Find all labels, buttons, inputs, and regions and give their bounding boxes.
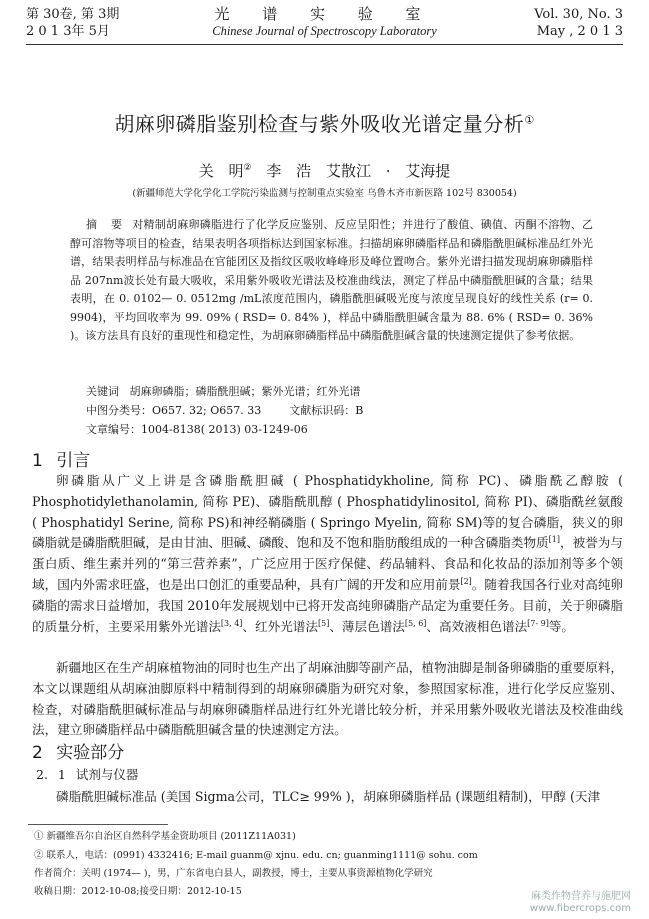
header-rule bbox=[26, 44, 623, 45]
keywords-label: 关键词 bbox=[86, 385, 119, 398]
issue-info-en bbox=[534, 6, 623, 40]
watermark bbox=[530, 891, 631, 915]
author-3: 艾散江 · 艾海提 bbox=[325, 162, 451, 180]
section-2-heading: 2 实验部分 bbox=[32, 743, 125, 763]
intro-p1-part-e: 、薄层色谱法 bbox=[329, 618, 405, 634]
paper-title bbox=[0, 108, 649, 137]
volume-issue-cn: 第 30卷, 第 3期 bbox=[26, 7, 120, 22]
intro-p1-part-c: 。随着我国各行业对高纯卵磷脂的需求日益增加，我国 2010年发展规划中已将开发高纯卵磷脂产品定为重要任务。目前，关于卵磷脂的质量分析，主要采用紫外光谱法 bbox=[32, 576, 624, 634]
date-cn: 2 0 1 3年 5月 bbox=[26, 24, 110, 39]
intro-p1-part-a: 卵磷脂从广义上讲是含磷脂酰胆碱 ( Phosphatidykholine, 简称 PC)、磷脂酰乙醇胺 ( Phosphotidylethanolamin, 简称 PE)、磷脂酰肌醇 ( Phosphatidylinositol, 简称 PI)、磷脂酰丝氨酸 ( Phosphatidyl Serine, 简称 PS)和神经鞘磷脂 ( Springo Myelin, 简称 SM)等的复合磷脂，狭义的卵磷脂就是磷脂酰胆碱，是由甘油、胆碱、磷酸、饱和及不饱和脂肪酸组成的一种含磷脂类物质 bbox=[32, 473, 623, 551]
document-code: 文献标识码：B bbox=[289, 404, 364, 417]
date-en: May , 2 0 1 3 bbox=[536, 24, 623, 39]
author-2: 李 浩 bbox=[266, 162, 312, 180]
journal-name-cn: 光 谱 实 验 室 bbox=[214, 5, 435, 23]
clc-number: 中图分类号：O657. 32; O657. 33 bbox=[86, 404, 262, 417]
keywords-text: 胡麻卵磷脂；磷脂酰胆碱；紫外光谱；红外光谱 bbox=[129, 385, 361, 398]
watermark-site-name: 麻类作物营养与施肥网 bbox=[531, 891, 631, 902]
footnote-rule bbox=[28, 824, 168, 825]
materials-paragraph: 磷脂酰胆碱标准品 (美国 Sigma公司，TLC≥ 99% )，胡麻卵磷脂样品 (课题组精制)，甲醇 (天津 bbox=[56, 789, 601, 804]
footnote-author-bio: 作者简介：关明 (1974— )，男，广东省电白县人，副教授，博士，主要从事资源植物化学研究 bbox=[34, 868, 433, 879]
classification bbox=[86, 402, 609, 439]
abstract-label: 摘 要 bbox=[86, 218, 123, 231]
affiliation: (新疆师范大学化学化工学院污染监测与控制重点实验室 乌鲁木齐市新医路 102号 830054) bbox=[132, 188, 517, 199]
footnote-contact: ② 联系人，电话：(0991) 4332416; E-mail guanm@ xjnu. edu. cn; guanming1111@ sohu. com bbox=[34, 850, 478, 861]
volume-issue-en: Vol. 30, No. 3 bbox=[534, 7, 623, 22]
journal-header bbox=[26, 6, 623, 44]
section-1-heading: 1 引言 bbox=[32, 451, 91, 471]
footnote-dates: 收稿日期：2012-10-08;接受日期：2012-10-15 bbox=[34, 886, 242, 897]
journal-name bbox=[176, 6, 473, 40]
citation-3: [3, 4] bbox=[220, 618, 243, 628]
intro-p1-part-f: 、高效液相色谱法 bbox=[426, 618, 528, 634]
citation-2: [2] bbox=[460, 576, 472, 586]
title-footnote-mark: ① bbox=[524, 113, 535, 127]
paper-title-text: 胡麻卵磷脂鉴别检查与紫外吸收光谱定量分析 bbox=[114, 112, 525, 136]
journal-name-en: Chinese Journal of Spectroscopy Laboratory bbox=[212, 24, 437, 38]
intro-p1-part-d: 、红外光谱法 bbox=[242, 618, 318, 634]
author-list bbox=[0, 160, 649, 181]
author-1-note: ② bbox=[243, 163, 252, 173]
issue-info bbox=[26, 6, 119, 40]
abstract bbox=[70, 216, 593, 346]
intro-p1-part-g: 等。 bbox=[548, 618, 575, 634]
keywords bbox=[86, 383, 593, 402]
footnote-funding: ① 新疆维吾尔自治区自然科学基金资助项目 (2011Z11A031) bbox=[34, 831, 296, 842]
citation-4: [5] bbox=[317, 618, 330, 628]
author-1: 关 明 bbox=[198, 162, 244, 180]
article-number: 文章编号：1004-8138( 2013) 03-1249-06 bbox=[86, 422, 308, 436]
intro-paragraph-2: 新疆地区在生产胡麻植物油的同时也生产出了胡麻油脚等副产品，植物油脚是制备卵磷脂的重要原料，本文以课题组从胡麻油脚原料中精制得到的胡麻卵磷脂为研究对象，参照国家标准，进行化学反应鉴别、检查，对磷脂酰胆碱标准品与胡麻卵磷脂样品进行红外光谱比较分析，并采用紫外吸收光谱法及校准曲线法，建立卵磷脂样品中磷脂酰胆碱含量的快速测定方法。 bbox=[32, 660, 623, 738]
citation-5: [5, 6] bbox=[404, 618, 427, 628]
citation-1: [1] bbox=[548, 535, 560, 545]
intro-paragraph-1 bbox=[32, 471, 623, 637]
intro-p1-part-b: ，被誉为与蛋白质、维生素并列的“第三营养素”，广泛应用于医疗保健、药品辅料、食品和化妆品的添加剂等多个领域，国内外需求旺盛，也是出口创汇的重要品种，具有广阔的开发和应用前景 bbox=[32, 535, 624, 592]
watermark-url: www.fibercrops.com bbox=[529, 903, 631, 914]
subsection-2-1-heading: 2. 1 试剂与仪器 bbox=[36, 767, 139, 782]
citation-6: [7- 9] bbox=[527, 618, 549, 628]
abstract-text: 对精制胡麻卵磷脂进行了化学反应鉴别、反应呈阳性；并进行了酸值、碘值、丙酮不溶物、乙醇可溶物等项目的检查，结果表明各项指标达到国家标准。扫描胡麻卵磷脂样品和磷脂酰胆碱标准品红外光谱，结果表明样品与标准品在官能团区及指纹区吸收峰峰形及峰位置吻合。紫外光谱扫描发现胡麻卵磷脂样品 207nm波长处有最大吸收，采用紫外吸收光谱法及校准曲线法，测定了样品中磷脂酰胆碱的含量；结果表明，在 0. 0102— 0. 0512mg /mL浓度范围内，磷脂酰胆碱吸光度与浓度呈现良好的线性关系 (r= 0. 9904)，平均回收率为 99. 09% ( RSD= 0. 84% )，样品中磷脂酰胆碱含量为 88. 6% ( RSD= 0. 36% )。该方法具有良好的重现性和稳定性，为胡麻卵磷脂样品中磷脂酰胆碱含量的快速测定提供了参考依据。 bbox=[70, 218, 593, 342]
